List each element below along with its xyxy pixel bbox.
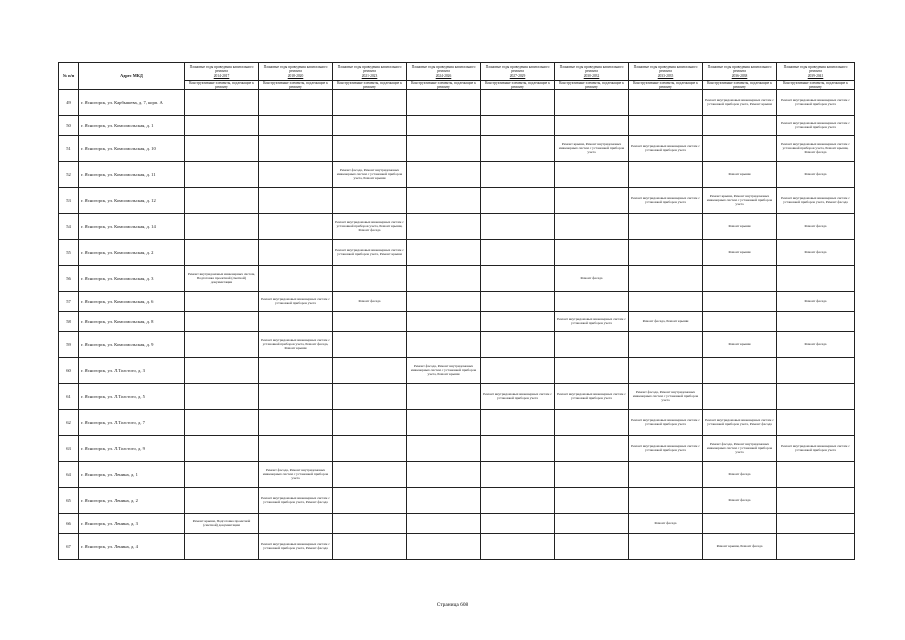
table-row bbox=[59, 312, 855, 332]
header-elements-9: Конструктивные элементы, подлежащие к ремонту bbox=[777, 81, 855, 90]
repair-cell: Ремонт фасада, Ремонт крыши bbox=[629, 312, 703, 332]
table-row bbox=[59, 116, 855, 136]
row-address: г. Ясногорск, ул. Комсомольская, д. 1 bbox=[79, 116, 185, 136]
period-years: 2024-2026 bbox=[435, 73, 452, 78]
repair-cell: Ремонт внутридомовых инженерных систем с установкой приборов учета, Ремонт фасада bbox=[703, 410, 777, 436]
repair-cell bbox=[407, 436, 481, 462]
repair-cell bbox=[333, 410, 407, 436]
table-row bbox=[59, 240, 855, 266]
repair-cell bbox=[777, 312, 855, 332]
repair-cell bbox=[185, 188, 259, 214]
repair-cell: Ремонт фасада bbox=[333, 292, 407, 312]
repair-cell bbox=[407, 188, 481, 214]
repair-cell bbox=[333, 332, 407, 358]
repair-cell bbox=[185, 116, 259, 136]
row-address: г. Ясногорск, ул. Комсомольская, д. 12 bbox=[79, 188, 185, 214]
period-years: 2036-2038 bbox=[731, 73, 748, 78]
repair-cell bbox=[777, 514, 855, 534]
repair-cell bbox=[259, 312, 333, 332]
repair-cell bbox=[407, 240, 481, 266]
repair-cell bbox=[777, 358, 855, 384]
repair-cell: Ремонт фасада bbox=[777, 214, 855, 240]
repair-cell bbox=[185, 332, 259, 358]
repair-cell bbox=[481, 136, 555, 162]
repair-cell bbox=[481, 514, 555, 534]
period-years: 2018-2020 bbox=[287, 73, 304, 78]
repair-cell bbox=[185, 162, 259, 188]
repair-cell: Ремонт фасада bbox=[777, 292, 855, 312]
header-elements-3: Конструктивные элементы, подлежащие к ремонту bbox=[333, 81, 407, 90]
repair-cell bbox=[629, 462, 703, 488]
repair-cell bbox=[777, 462, 855, 488]
repair-cell: Ремонт фасада bbox=[555, 266, 629, 292]
repair-cell bbox=[259, 90, 333, 116]
row-number: 51 bbox=[59, 136, 79, 162]
header-number: № п/п bbox=[59, 63, 79, 90]
repair-cell bbox=[259, 436, 333, 462]
repair-cell bbox=[481, 462, 555, 488]
repair-cell: Ремонт внутридомовых инженерных систем с установкой приборов учета, Ремонт крыши, Ремонт фасада bbox=[777, 136, 855, 162]
repair-cell bbox=[333, 358, 407, 384]
repair-cell: Ремонт внутридомовых инженерных систем с установкой приборов учета bbox=[629, 188, 703, 214]
repair-cell bbox=[481, 90, 555, 116]
header-elements-8: Конструктивные элементы, подлежащие к ремонту bbox=[703, 81, 777, 90]
repair-cell bbox=[481, 312, 555, 332]
repair-cell: Ремонт внутридомовых инженерных систем с установкой приборов учета bbox=[777, 436, 855, 462]
repair-cell bbox=[259, 116, 333, 136]
period-title: Плановые годы проведения капитального ремонта bbox=[263, 65, 328, 74]
repair-cell: Ремонт внутридомовых инженерных систем с установкой приборов учета bbox=[777, 90, 855, 116]
repair-cell bbox=[481, 436, 555, 462]
repair-cell bbox=[703, 136, 777, 162]
repair-cell bbox=[333, 116, 407, 136]
repair-cell bbox=[407, 214, 481, 240]
row-number: 50 bbox=[59, 116, 79, 136]
repair-cell bbox=[555, 514, 629, 534]
period-title: Плановые годы проведения капитального ремонта bbox=[189, 65, 254, 74]
period-title: Плановые годы проведения капитального ремонта bbox=[337, 65, 402, 74]
table-row bbox=[59, 90, 855, 116]
repair-cell: Ремонт крыши, Подготовка проектной (сметной) документации bbox=[185, 514, 259, 534]
repair-cell bbox=[777, 266, 855, 292]
repair-cell bbox=[481, 214, 555, 240]
header-elements-5: Конструктивные элементы, подлежащие к ремонту bbox=[481, 81, 555, 90]
header-elements-6: Конструктивные элементы, подлежащие к ремонту bbox=[555, 81, 629, 90]
row-address: г. Ясногорск, ул. Л.Толстого, д. 5 bbox=[79, 384, 185, 410]
repair-cell bbox=[407, 116, 481, 136]
row-number: 65 bbox=[59, 488, 79, 514]
repair-cell bbox=[259, 136, 333, 162]
repair-cell bbox=[555, 462, 629, 488]
row-address: г. Ясногорск, ул. Комсомольская, д. 11 bbox=[79, 162, 185, 188]
repair-cell bbox=[185, 436, 259, 462]
repair-cell bbox=[703, 266, 777, 292]
repair-cell bbox=[185, 214, 259, 240]
repair-cell bbox=[555, 188, 629, 214]
repair-cell: Ремонт фасада bbox=[629, 514, 703, 534]
repair-cell: Ремонт внутридомовых инженерных систем с установкой приборов учета, Ремонт крыши bbox=[333, 240, 407, 266]
repair-cell bbox=[333, 188, 407, 214]
repair-cell bbox=[555, 534, 629, 560]
repair-cell bbox=[333, 462, 407, 488]
repair-cell bbox=[777, 488, 855, 514]
repair-cell bbox=[777, 410, 855, 436]
repair-cell bbox=[555, 410, 629, 436]
header-period-7 bbox=[629, 63, 703, 81]
header-address: Адрес МКД bbox=[79, 63, 185, 90]
row-number: 56 bbox=[59, 266, 79, 292]
repair-cell bbox=[407, 312, 481, 332]
table-row bbox=[59, 332, 855, 358]
repair-cell bbox=[481, 332, 555, 358]
repair-cell: Ремонт внутридомовых инженерных систем с установкой приборов учета bbox=[259, 292, 333, 312]
row-address: г. Ясногорск, ул. Ленина, д. 1 bbox=[79, 462, 185, 488]
row-address: г. Ясногорск, ул. Карбышева, д. 7, корп. А bbox=[79, 90, 185, 116]
repair-cell: Ремонт крыши, Ремонт внутридомовых инженерных систем с установкой приборов учета bbox=[555, 136, 629, 162]
repair-cell bbox=[703, 358, 777, 384]
row-address: г. Ясногорск, ул. Ленина, д. 3 bbox=[79, 514, 185, 534]
repair-cell bbox=[481, 534, 555, 560]
row-number: 63 bbox=[59, 436, 79, 462]
repair-cell bbox=[259, 162, 333, 188]
repair-cell: Ремонт внутридомовых инженерных систем с установкой приборов учета, Ремонт фасада, Ремонт крыши bbox=[259, 332, 333, 358]
row-number: 67 bbox=[59, 534, 79, 560]
repair-cell bbox=[407, 488, 481, 514]
repair-cell bbox=[555, 436, 629, 462]
repair-cell bbox=[185, 240, 259, 266]
repair-cell bbox=[481, 358, 555, 384]
repair-cell bbox=[481, 116, 555, 136]
repair-cell: Ремонт крыши bbox=[703, 240, 777, 266]
repair-cell: Ремонт внутридомовых инженерных систем, Подготовка проектной (сметной) документации bbox=[185, 266, 259, 292]
header-period-9 bbox=[777, 63, 855, 81]
repair-cell: Ремонт внутридомовых инженерных систем с установкой приборов учета, Ремонт фасада bbox=[777, 188, 855, 214]
repair-cell bbox=[333, 266, 407, 292]
repair-cell bbox=[703, 116, 777, 136]
repair-cell bbox=[481, 266, 555, 292]
table-row bbox=[59, 410, 855, 436]
repair-cell bbox=[555, 90, 629, 116]
repair-cell bbox=[407, 384, 481, 410]
repair-cell bbox=[407, 162, 481, 188]
row-number: 59 bbox=[59, 332, 79, 358]
header-elements-2: Конструктивные элементы, подлежащие к ремонту bbox=[259, 81, 333, 90]
repair-cell: Ремонт внутридомовых инженерных систем с установкой приборов учета, Ремонт крыши, Ремонт фасада bbox=[333, 214, 407, 240]
repair-cell bbox=[407, 514, 481, 534]
period-title: Плановые годы проведения капитального ремонта bbox=[485, 65, 550, 74]
repair-cell bbox=[407, 136, 481, 162]
repair-cell: Ремонт внутридомовых инженерных систем с установкой приборов учета bbox=[629, 136, 703, 162]
repair-cell: Ремонт крыши bbox=[703, 162, 777, 188]
period-years: 2030-2032 bbox=[583, 73, 600, 78]
repair-cell bbox=[185, 384, 259, 410]
period-title: Плановые годы проведения капитального ремонта bbox=[783, 65, 848, 74]
row-number: 64 bbox=[59, 462, 79, 488]
repair-cell bbox=[259, 188, 333, 214]
repair-cell bbox=[333, 384, 407, 410]
row-number: 52 bbox=[59, 162, 79, 188]
header-period-1 bbox=[185, 63, 259, 81]
header-period-3 bbox=[333, 63, 407, 81]
repair-cell: Ремонт фасада, Ремонт внутридомовых инженерных систем с установкой приборов учета bbox=[703, 436, 777, 462]
repair-cell bbox=[629, 90, 703, 116]
header-elements-4: Конструктивные элементы, подлежащие к ремонту bbox=[407, 81, 481, 90]
repair-cell: Ремонт фасада, Ремонт внутридомовых инженерных систем с установкой приборов учета, Ремонт крыши bbox=[407, 358, 481, 384]
row-number: 58 bbox=[59, 312, 79, 332]
repair-cell bbox=[185, 410, 259, 436]
repair-cell bbox=[629, 214, 703, 240]
row-number: 54 bbox=[59, 214, 79, 240]
period-title: Плановые годы проведения капитального ремонта bbox=[411, 65, 476, 74]
table-row bbox=[59, 462, 855, 488]
row-number: 61 bbox=[59, 384, 79, 410]
repair-cell bbox=[703, 514, 777, 534]
repair-cell bbox=[629, 162, 703, 188]
repair-cell bbox=[407, 410, 481, 436]
repair-cell bbox=[333, 488, 407, 514]
repair-cell bbox=[555, 332, 629, 358]
repair-cell bbox=[333, 312, 407, 332]
repair-cell bbox=[555, 488, 629, 514]
row-address: г. Ясногорск, ул. Комсомольская, д. 6 bbox=[79, 292, 185, 312]
table-row bbox=[59, 188, 855, 214]
repair-cell: Ремонт внутридомовых инженерных систем с установкой приборов учета bbox=[629, 410, 703, 436]
repair-cell bbox=[333, 436, 407, 462]
repair-cell bbox=[333, 534, 407, 560]
repair-cell bbox=[629, 116, 703, 136]
row-number: 66 bbox=[59, 514, 79, 534]
row-number: 62 bbox=[59, 410, 79, 436]
repair-cell: Ремонт крыши, Ремонт фасада bbox=[703, 534, 777, 560]
header-elements-7: Конструктивные элементы, подлежащие к ремонту bbox=[629, 81, 703, 90]
repair-cell bbox=[777, 534, 855, 560]
table-row bbox=[59, 384, 855, 410]
repair-cell: Ремонт фасада bbox=[703, 488, 777, 514]
repair-cell bbox=[185, 358, 259, 384]
repair-cell: Ремонт внутридомовых инженерных систем с установкой приборов учета, Ремонт фасада bbox=[259, 488, 333, 514]
repair-cell: Ремонт внутридомовых инженерных систем с установкой приборов учета bbox=[629, 436, 703, 462]
repair-cell bbox=[407, 462, 481, 488]
repair-cell bbox=[703, 384, 777, 410]
repair-cell bbox=[185, 312, 259, 332]
repair-cell bbox=[185, 136, 259, 162]
repair-cell: Ремонт фасада bbox=[777, 162, 855, 188]
table-row bbox=[59, 488, 855, 514]
repair-cell bbox=[555, 162, 629, 188]
repair-cell bbox=[407, 266, 481, 292]
repair-cell bbox=[629, 332, 703, 358]
repair-cell bbox=[555, 116, 629, 136]
repair-cell bbox=[259, 410, 333, 436]
repair-cell bbox=[555, 358, 629, 384]
header-period-4 bbox=[407, 63, 481, 81]
period-years: 2021-2023 bbox=[361, 73, 378, 78]
repair-cell bbox=[629, 534, 703, 560]
period-title: Плановые годы проведения капитального ремонта bbox=[559, 65, 624, 74]
table-row bbox=[59, 292, 855, 312]
repair-cell bbox=[629, 488, 703, 514]
table-row bbox=[59, 266, 855, 292]
row-address: г. Ясногорск, ул. Комсомольская, д. 8 bbox=[79, 312, 185, 332]
header-elements-1: Конструктивные элементы, подлежащие к ремонту bbox=[185, 81, 259, 90]
repair-cell bbox=[185, 90, 259, 116]
repair-cell: Ремонт фасада bbox=[777, 240, 855, 266]
row-number: 55 bbox=[59, 240, 79, 266]
header-period-2 bbox=[259, 63, 333, 81]
row-number: 49 bbox=[59, 90, 79, 116]
repair-schedule-sheet bbox=[58, 62, 854, 560]
repair-cell: Ремонт фасада, Ремонт внутридомовых инженерных систем с установкой приборов учета, Ремонт крыши bbox=[333, 162, 407, 188]
table-row bbox=[59, 136, 855, 162]
row-address: г. Ясногорск, ул. Комсомольская, д. 10 bbox=[79, 136, 185, 162]
repair-cell: Ремонт внутридомовых инженерных систем с установкой приборов учета bbox=[555, 384, 629, 410]
period-years: 2014-2017 bbox=[213, 73, 230, 78]
repair-cell: Ремонт внутридомовых инженерных систем с установкой приборов учета bbox=[555, 312, 629, 332]
repair-cell bbox=[333, 136, 407, 162]
repair-cell bbox=[259, 384, 333, 410]
repair-cell bbox=[777, 384, 855, 410]
header-period-6 bbox=[555, 63, 629, 81]
repair-cell bbox=[333, 514, 407, 534]
repair-cell bbox=[555, 292, 629, 312]
repair-cell bbox=[185, 534, 259, 560]
table-row bbox=[59, 514, 855, 534]
row-address: г. Ясногорск, ул. Л.Толстого, д. 3 bbox=[79, 358, 185, 384]
repair-cell bbox=[185, 462, 259, 488]
repair-cell bbox=[481, 188, 555, 214]
repair-cell: Ремонт фасада, Ремонт внутридомовых инженерных систем с установкой приборов учета bbox=[629, 384, 703, 410]
repair-cell bbox=[407, 292, 481, 312]
repair-cell bbox=[629, 266, 703, 292]
period-years: 2039-2041 bbox=[807, 73, 824, 78]
repair-cell bbox=[481, 488, 555, 514]
repair-cell bbox=[703, 292, 777, 312]
repair-cell bbox=[555, 240, 629, 266]
period-years: 2033-2035 bbox=[657, 73, 674, 78]
repair-cell bbox=[259, 266, 333, 292]
row-address: г. Ясногорск, ул. Л.Толстого, д. 7 bbox=[79, 410, 185, 436]
row-address: г. Ясногорск, ул. Ленина, д. 4 bbox=[79, 534, 185, 560]
repair-cell: Ремонт крыши bbox=[703, 214, 777, 240]
repair-cell bbox=[703, 312, 777, 332]
repair-cell: Ремонт крыши bbox=[703, 332, 777, 358]
repair-cell: Ремонт внутридомовых инженерных систем с установкой приборов учета, Ремонт крыши bbox=[703, 90, 777, 116]
row-address: г. Ясногорск, ул. Комсомольская, д. 14 bbox=[79, 214, 185, 240]
table-row bbox=[59, 358, 855, 384]
repair-cell bbox=[259, 214, 333, 240]
repair-cell bbox=[481, 410, 555, 436]
repair-cell bbox=[259, 514, 333, 534]
repair-cell: Ремонт фасада bbox=[703, 462, 777, 488]
repair-cell bbox=[407, 534, 481, 560]
repair-cell bbox=[259, 240, 333, 266]
repair-cell bbox=[481, 240, 555, 266]
repair-cell: Ремонт крыши, Ремонт внутридомовых инженерных систем с установкой приборов учета bbox=[703, 188, 777, 214]
header-period-5 bbox=[481, 63, 555, 81]
repair-cell bbox=[629, 292, 703, 312]
repair-cell: Ремонт внутридомовых инженерных систем с установкой приборов учета, Ремонт фасада bbox=[259, 534, 333, 560]
table-row bbox=[59, 436, 855, 462]
table-row bbox=[59, 162, 855, 188]
page-number: Страница 608 bbox=[436, 602, 469, 608]
row-address: г. Ясногорск, ул. Комсомольская, д. 9 bbox=[79, 332, 185, 358]
row-address: г. Ясногорск, ул. Комсомольская, д. 2 bbox=[79, 240, 185, 266]
row-address: г. Ясногорск, ул. Комсомольская, д. 3 bbox=[79, 266, 185, 292]
repair-cell bbox=[481, 292, 555, 312]
header-period-8 bbox=[703, 63, 777, 81]
row-address: г. Ясногорск, ул. Ленина, д. 2 bbox=[79, 488, 185, 514]
repair-cell: Ремонт фасада bbox=[777, 332, 855, 358]
row-number: 53 bbox=[59, 188, 79, 214]
repair-cell bbox=[185, 292, 259, 312]
repair-cell bbox=[333, 90, 407, 116]
repair-cell bbox=[555, 214, 629, 240]
period-title: Плановые годы проведения капитального ремонта bbox=[633, 65, 698, 74]
table-row bbox=[59, 214, 855, 240]
repair-cell bbox=[407, 332, 481, 358]
repair-cell bbox=[629, 240, 703, 266]
table-row bbox=[59, 534, 855, 560]
repair-cell bbox=[185, 488, 259, 514]
row-number: 60 bbox=[59, 358, 79, 384]
repair-cell: Ремонт внутридомовых инженерных систем с установкой приборов учета bbox=[481, 384, 555, 410]
row-address: г. Ясногорск, ул. Л.Толстого, д. 9 bbox=[79, 436, 185, 462]
period-years: 2027-2029 bbox=[509, 73, 526, 78]
repair-cell bbox=[407, 90, 481, 116]
repair-cell bbox=[481, 162, 555, 188]
repair-cell: Ремонт внутридомовых инженерных систем с установкой приборов учета bbox=[777, 116, 855, 136]
repair-cell bbox=[259, 358, 333, 384]
period-title: Плановые годы проведения капитального ремонта bbox=[707, 65, 772, 74]
repair-cell bbox=[629, 358, 703, 384]
repair-cell: Ремонт фасада, Ремонт внутридомовых инженерных систем с установкой приборов учета bbox=[259, 462, 333, 488]
repair-schedule-table bbox=[58, 62, 855, 560]
row-number: 57 bbox=[59, 292, 79, 312]
